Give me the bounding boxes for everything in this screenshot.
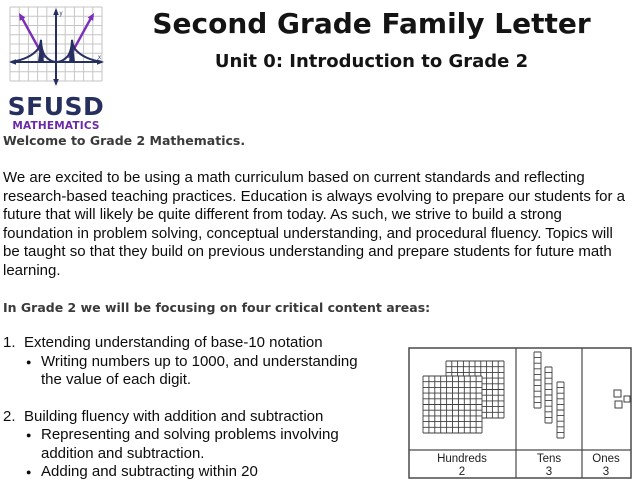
content-area-title: Extending understanding of base-10 notation bbox=[24, 334, 323, 351]
bullet-item bbox=[26, 426, 399, 463]
welcome-heading: Welcome to Grade 2 Mathematics. bbox=[3, 133, 246, 148]
ones-unit-icon bbox=[624, 396, 630, 402]
bullet-text: ● Writing numbers up to 1000, and understanding the value of each digit. bbox=[41, 352, 358, 388]
tens-rod-icon bbox=[557, 382, 564, 438]
content-area-title: Building fluency with addition and subtraction bbox=[24, 407, 324, 425]
page-title: Second Grade Family Letter bbox=[152, 7, 591, 40]
content-area-item bbox=[3, 334, 399, 390]
ones-unit-icon bbox=[614, 390, 621, 397]
logo-org-name: SFUSD bbox=[7, 92, 105, 121]
page-subtitle: Unit 0: Introduction to Grade 2 bbox=[214, 51, 529, 73]
place-value-blocks-figure bbox=[408, 347, 632, 484]
bullet-item bbox=[26, 463, 399, 482]
figure-column-count: 3 bbox=[545, 466, 553, 478]
figure-column-label: Tens bbox=[536, 453, 562, 465]
list-number: 1. bbox=[3, 334, 16, 351]
hundreds-block-icon bbox=[423, 376, 482, 433]
figure-column-label: Ones bbox=[592, 453, 620, 465]
sfusd-mathematics-logo bbox=[4, 6, 108, 132]
figure-column-count: 3 bbox=[602, 466, 610, 478]
content-area-item bbox=[3, 408, 399, 482]
math-function-graph-icon bbox=[8, 6, 105, 88]
list-number: 2. bbox=[3, 407, 16, 425]
figure-column-count: 2 bbox=[458, 466, 466, 478]
ones-unit-icon bbox=[615, 401, 622, 408]
figure-column-label: Hundreds bbox=[437, 453, 487, 465]
tens-rod-icon bbox=[545, 367, 552, 423]
focus-areas-heading: In Grade 2 we will be focusing on four critical content areas: bbox=[3, 300, 431, 315]
bullet-text: ● Adding and subtracting within 20 bbox=[41, 463, 258, 480]
svg-text:y: y bbox=[59, 11, 62, 17]
bullet-item bbox=[26, 353, 399, 390]
intro-paragraph: We are excited to be using a math curriculum based on current standards and reflecting research-based teaching practices. Education is always evolving to prepare our students for a future that will likely be quite different from today. As such, we strive to build a strong foundation in problem solving, conceptual understanding, and procedural fluency. Topics will be taught so that they build on previous understanding and prepare students for future math learning. bbox=[3, 169, 626, 279]
letter-header bbox=[112, 8, 631, 72]
bullet-text: ● Representing and solving problems involving addition and subtraction. bbox=[41, 426, 339, 462]
content-areas-list bbox=[3, 334, 399, 482]
svg-text:x: x bbox=[97, 55, 101, 61]
logo-dept-name: MATHEMATICS bbox=[12, 120, 100, 132]
tens-rod-icon bbox=[534, 352, 541, 408]
